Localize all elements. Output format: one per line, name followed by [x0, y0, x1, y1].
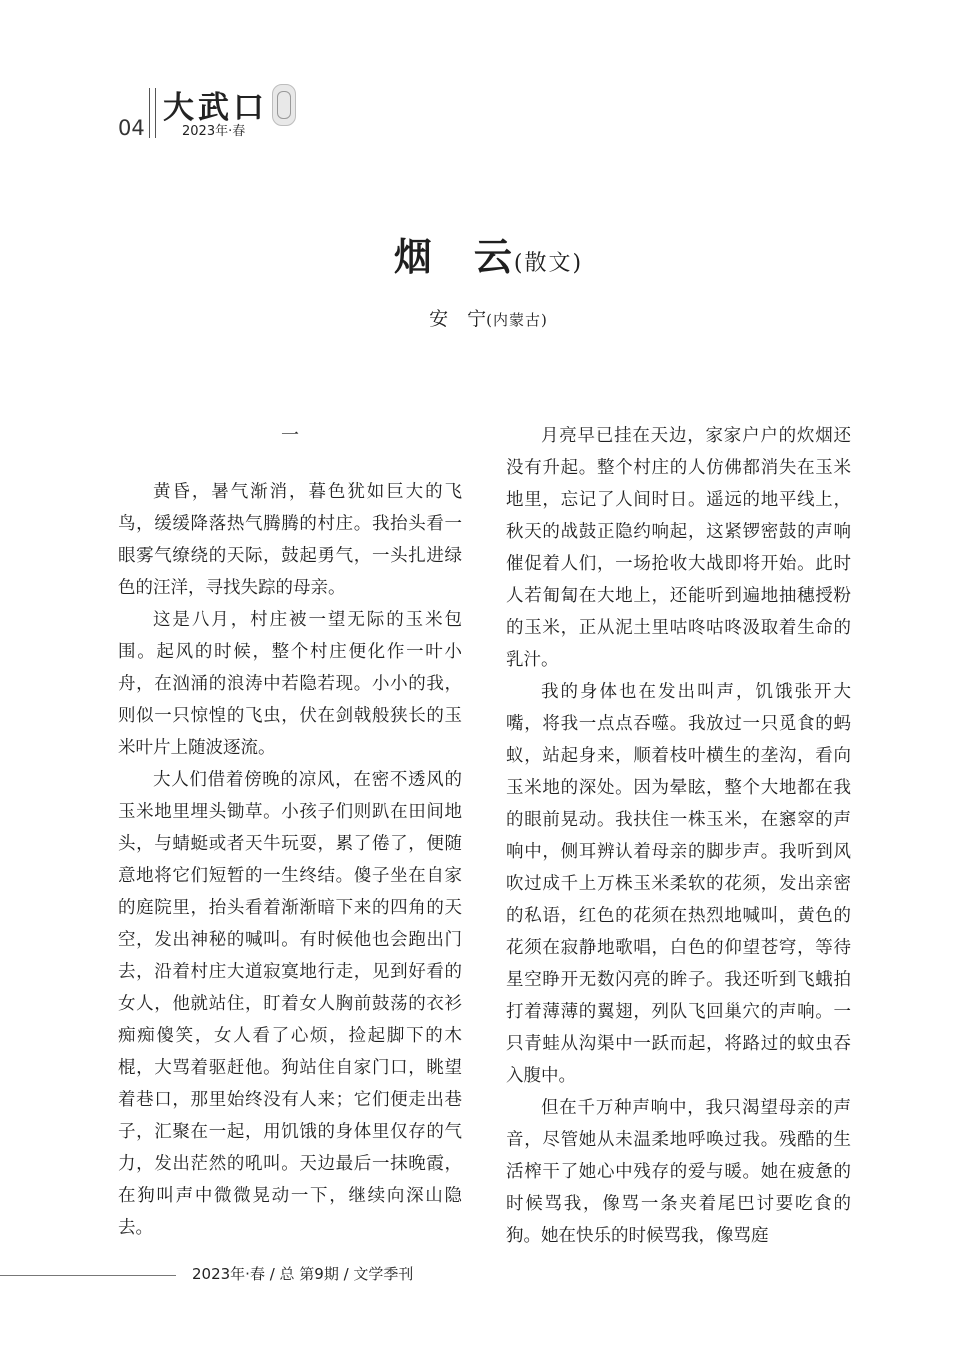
paragraph: 月亮早已挂在天边，家家户户的炊烟还没有升起。整个村庄的人仿佛都消失在玉米地里，忘记了人间时日。遥远的地平线上，秋天的战鼓正隐约响起，这紧锣密鼓的声响催促着人们，一场抢收大战即将开始。此时人若匍匐在大地上，还能听到遍地抽穗授粉的玉米，正从泥土里咕咚咕咚汲取着生命的乳汁。: [506, 426, 851, 670]
masthead-title: 大武口: [163, 90, 268, 126]
paragraph: 大人们借着傍晚的凉风，在密不透风的玉米地里埋头锄草。小孩子们则趴在田间地头，与蜻蜓或者天牛玩耍，累了倦了，便随意地将它们短暂的一生终结。傻子坐在自家的庭院里，抬头看着渐渐暗下来的四角的天空，发出神秘的喊叫。有时候他也会跑出门去，沿着村庄大道寂寞地行走，见到好看的女人，他就站住，盯着女人胸前鼓荡的衣衫痴痴傻笑，女人看了心烦，捡起脚下的木棍，大骂着驱赶他。狗站住自家门口，眺望着巷口，那里始终没有人来；它们便走出巷子，汇聚在一起，用饥饿的身体里仅存的气力，发出茫然的吼叫。天边最后一抹晚霞，在狗叫声中微微晃动一下，继续向深山隐去。: [118, 770, 462, 1238]
author-line: [0, 304, 977, 331]
section-mark: 一: [281, 425, 299, 446]
author-region: (内蒙古): [486, 311, 548, 329]
paragraph: 但在千万种声响中，我只渴望母亲的声音，尽管她从未温柔地呼唤过我。残酷的生活榨干了她心中残存的爱与暖。她在疲惫的时候骂我，像骂一条夹着尾巴讨要吃食的狗。她在快乐的时候骂我，像骂庭: [506, 1098, 851, 1246]
masthead: [163, 80, 303, 140]
title-text: 烟 云: [393, 234, 514, 279]
paragraph: 我的身体也在发出叫声，饥饿张开大嘴，将我一点点吞噬。我放过一只觅食的蚂蚁，站起身来，顺着枝叶横生的垄沟，看向玉米地的深处。因为晕眩，整个大地都在我的眼前晃动。我扶住一株玉米，在窸窣的声响中，侧耳辨认着母亲的脚步声。我听到风吹过成千上万株玉米柔软的花须，发出亲密的私语，红色的花须在热烈地喊叫，黄色的花须在寂静地歌唱，白色的仰望苍穹，等待星空睁开无数闪亮的眸子。我还听到飞蛾拍打着薄薄的翼翅，列队飞回巢穴的声响。一只青蛙从沟渠中一跃而起，将路过的蚊虫吞入腹中。: [506, 682, 851, 1086]
paragraph: 这是八月，村庄被一望无际的玉米包围。起风的时候，整个村庄便化作一叶小舟，在汹涌的浪涛中若隐若现。小小的我，则似一只惊惶的飞虫，伏在剑戟般狭长的玉米叶片上随波逐流。: [118, 610, 462, 758]
footer-text: 2023年·春 / 总 第9期 / 文学季刊: [192, 1265, 414, 1283]
left-column: [118, 420, 462, 1244]
footer-rule: [0, 1275, 176, 1276]
right-column: [506, 420, 851, 1252]
article-title: [0, 226, 977, 281]
author-name: 安 宁: [429, 308, 487, 330]
header-double-rule: [149, 88, 156, 138]
masthead-issue: 2023年·春: [182, 124, 246, 139]
seal-icon: [272, 84, 296, 126]
page-number: 04: [118, 116, 145, 140]
paragraph: 黄昏，暑气渐消，暮色犹如巨大的飞鸟，缓缓降落热气腾腾的村庄。我抬头看一眼雾气缭绕的天际，鼓起勇气，一头扎进绿色的汪洋，寻找失踪的母亲。: [118, 482, 462, 598]
genre-label: (散文): [513, 251, 584, 276]
